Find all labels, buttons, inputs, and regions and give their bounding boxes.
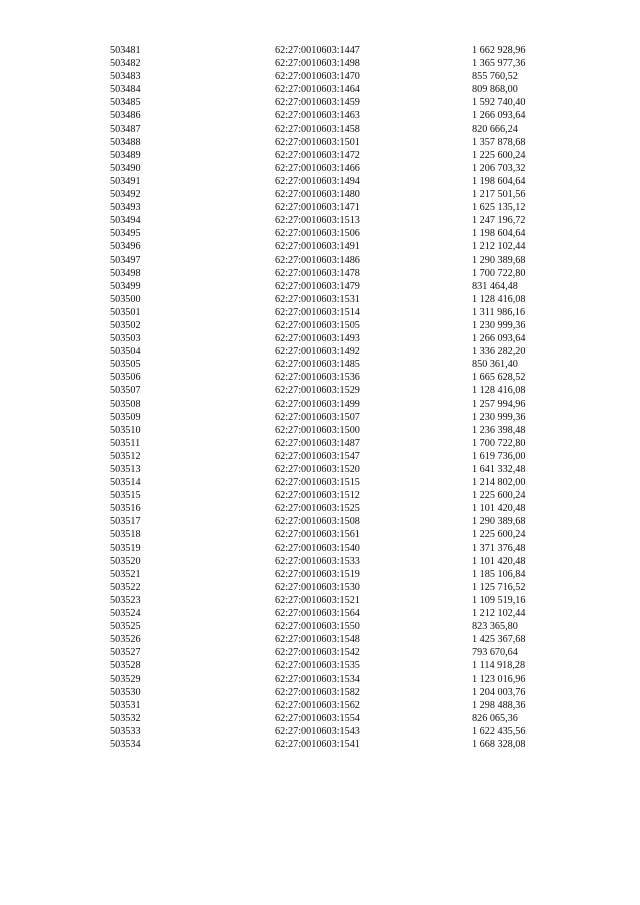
table-row [0, 712, 640, 725]
row-number: 503506 [110, 372, 141, 384]
cadastral-number: 62:27:0010603:1472 [275, 149, 360, 161]
table-row [0, 280, 640, 293]
table-row [0, 371, 640, 384]
cadastral-number: 62:27:0010603:1478 [275, 267, 360, 279]
cadastral-number: 62:27:0010603:1562 [275, 699, 360, 711]
cadastral-number: 62:27:0010603:1492 [275, 346, 360, 358]
cadastral-number: 62:27:0010603:1459 [275, 97, 360, 109]
cadastral-value: 1 298 488,36 [472, 699, 526, 711]
cadastral-number: 62:27:0010603:1480 [275, 189, 360, 201]
cadastral-number: 62:27:0010603:1515 [275, 477, 360, 489]
cadastral-number: 62:27:0010603:1499 [275, 398, 360, 410]
row-number: 503533 [110, 725, 141, 737]
cadastral-number: 62:27:0010603:1519 [275, 568, 360, 580]
table-row [0, 44, 640, 57]
table-row [0, 607, 640, 620]
cadastral-value: 1 257 994,96 [472, 398, 526, 410]
row-number: 503498 [110, 267, 141, 279]
cadastral-value: 1 225 600,24 [472, 149, 526, 161]
row-number: 503487 [110, 123, 141, 135]
cadastral-number: 62:27:0010603:1530 [275, 581, 360, 593]
table-row [0, 96, 640, 109]
table-row [0, 725, 640, 738]
cadastral-value: 1 311 986,16 [472, 306, 526, 318]
cadastral-number: 62:27:0010603:1521 [275, 594, 360, 606]
cadastral-value: 1 641 332,48 [472, 464, 526, 475]
cadastral-number: 62:27:0010603:1513 [275, 215, 360, 227]
table-row [0, 542, 640, 555]
cadastral-number: 62:27:0010603:1533 [275, 555, 360, 567]
row-number: 503512 [110, 450, 141, 462]
cadastral-number: 62:27:0010603:1494 [275, 175, 360, 187]
row-number: 503484 [110, 84, 141, 96]
cadastral-number: 62:27:0010603:1514 [275, 306, 360, 318]
table-row [0, 450, 640, 463]
cadastral-number: 62:27:0010603:1550 [275, 621, 360, 633]
row-number: 503489 [110, 149, 141, 161]
row-number: 503508 [110, 398, 141, 410]
cadastral-value: 1 592 740,40 [472, 97, 526, 109]
cadastral-number: 62:27:0010603:1548 [275, 634, 360, 646]
row-number: 503517 [110, 516, 141, 528]
cadastral-number: 62:27:0010603:1541 [275, 738, 360, 750]
cadastral-value: 1 212 102,44 [472, 608, 526, 620]
cadastral-value: 1 128 416,08 [472, 385, 526, 397]
cadastral-value: 1 266 093,64 [472, 333, 526, 345]
cadastral-number: 62:27:0010603:1498 [275, 58, 360, 70]
cadastral-number: 62:27:0010603:1547 [275, 450, 360, 462]
cadastral-value: 1 206 703,32 [472, 162, 526, 174]
row-number: 503520 [110, 555, 141, 567]
row-number: 503514 [110, 477, 141, 489]
cadastral-number: 62:27:0010603:1486 [275, 254, 360, 266]
cadastral-number: 62:27:0010603:1447 [275, 45, 360, 56]
table-row [0, 83, 640, 96]
cadastral-value: 1 101 420,48 [472, 503, 526, 515]
cadastral-number: 62:27:0010603:1543 [275, 725, 360, 737]
cadastral-value: 1 236 398,48 [472, 424, 526, 436]
cadastral-value: 1 668 328,08 [472, 738, 526, 750]
row-number: 503488 [110, 136, 141, 148]
table-row [0, 162, 640, 175]
cadastral-number: 62:27:0010603:1529 [275, 385, 360, 397]
row-number: 503495 [110, 228, 141, 240]
table-row [0, 293, 640, 306]
row-number: 503534 [110, 738, 141, 750]
cadastral-value: 1 619 736,00 [472, 450, 526, 462]
table-row [0, 555, 640, 568]
table-row [0, 227, 640, 240]
cadastral-value: 1 247 196,72 [472, 215, 526, 227]
row-number: 503527 [110, 647, 141, 659]
row-number: 503492 [110, 189, 141, 201]
cadastral-value: 850 361,40 [472, 359, 518, 371]
cadastral-number: 62:27:0010603:1506 [275, 228, 360, 240]
cadastral-number: 62:27:0010603:1525 [275, 503, 360, 515]
cadastral-value: 1 109 519,16 [472, 594, 526, 606]
cadastral-number: 62:27:0010603:1535 [275, 660, 360, 672]
data-table [0, 44, 640, 751]
cadastral-value: 1 217 501,56 [472, 189, 526, 201]
row-number: 503507 [110, 385, 141, 397]
row-number: 503521 [110, 568, 141, 580]
cadastral-value: 1 662 928,96 [472, 45, 526, 56]
cadastral-value: 1 230 999,36 [472, 319, 526, 331]
row-number: 503515 [110, 490, 141, 502]
table-row [0, 646, 640, 659]
table-row [0, 659, 640, 672]
cadastral-number: 62:27:0010603:1582 [275, 686, 360, 698]
row-number: 503486 [110, 110, 141, 122]
table-row [0, 332, 640, 345]
row-number: 503511 [110, 437, 141, 449]
row-number: 503504 [110, 346, 141, 358]
row-number: 503522 [110, 581, 141, 593]
cadastral-number: 62:27:0010603:1534 [275, 673, 360, 685]
table-row [0, 528, 640, 541]
cadastral-value: 1 198 604,64 [472, 228, 526, 240]
table-row [0, 57, 640, 70]
row-number: 503510 [110, 424, 141, 436]
cadastral-value: 1 290 389,68 [472, 516, 526, 528]
row-number: 503502 [110, 319, 141, 331]
cadastral-value: 831 464,48 [472, 280, 518, 292]
cadastral-value: 1 266 093,64 [472, 110, 526, 122]
row-number: 503501 [110, 306, 141, 318]
cadastral-value: 1 357 878,68 [472, 136, 526, 148]
cadastral-number: 62:27:0010603:1463 [275, 110, 360, 122]
cadastral-number: 62:27:0010603:1507 [275, 411, 360, 423]
cadastral-value: 1 125 716,52 [472, 581, 526, 593]
cadastral-value: 1 365 977,36 [472, 58, 526, 70]
table-row [0, 686, 640, 699]
table-row [0, 123, 640, 136]
table-row [0, 594, 640, 607]
cadastral-number: 62:27:0010603:1564 [275, 608, 360, 620]
cadastral-number: 62:27:0010603:1531 [275, 293, 360, 305]
cadastral-number: 62:27:0010603:1542 [275, 647, 360, 659]
row-number: 503530 [110, 686, 141, 698]
row-number: 503482 [110, 58, 141, 70]
cadastral-value: 1 212 102,44 [472, 241, 526, 253]
cadastral-number: 62:27:0010603:1466 [275, 162, 360, 174]
cadastral-value: 1 185 106,84 [472, 568, 526, 580]
cadastral-number: 62:27:0010603:1520 [275, 464, 360, 475]
cadastral-value: 1 230 999,36 [472, 411, 526, 423]
table-row [0, 358, 640, 371]
cadastral-number: 62:27:0010603:1479 [275, 280, 360, 292]
table-row [0, 620, 640, 633]
cadastral-number: 62:27:0010603:1540 [275, 542, 360, 554]
table-row [0, 240, 640, 253]
table-row [0, 437, 640, 450]
table-row [0, 109, 640, 122]
table-row [0, 306, 640, 319]
cadastral-number: 62:27:0010603:1505 [275, 319, 360, 331]
row-number: 503532 [110, 712, 141, 724]
row-number: 503503 [110, 333, 141, 345]
cadastral-value: 1 700 722,80 [472, 437, 526, 449]
cadastral-value: 1 225 600,24 [472, 529, 526, 541]
table-row [0, 568, 640, 581]
table-row [0, 319, 640, 332]
cadastral-value: 1 290 389,68 [472, 254, 526, 266]
cadastral-number: 62:27:0010603:1508 [275, 516, 360, 528]
cadastral-number: 62:27:0010603:1485 [275, 359, 360, 371]
cadastral-value: 1 336 282,20 [472, 346, 526, 358]
cadastral-value: 1 225 600,24 [472, 490, 526, 502]
cadastral-value: 1 622 435,56 [472, 725, 526, 737]
row-number: 503481 [110, 45, 141, 56]
table-row [0, 489, 640, 502]
table-row [0, 254, 640, 267]
table-row [0, 188, 640, 201]
table-row [0, 515, 640, 528]
cadastral-number: 62:27:0010603:1471 [275, 202, 360, 214]
row-number: 503490 [110, 162, 141, 174]
row-number: 503505 [110, 359, 141, 371]
cadastral-value: 1 114 918,28 [472, 660, 526, 672]
cadastral-value: 823 365,80 [472, 621, 518, 633]
table-row [0, 214, 640, 227]
table-row [0, 149, 640, 162]
cadastral-value: 1 665 628,52 [472, 372, 526, 384]
table-row [0, 267, 640, 280]
cadastral-value: 1 625 135,12 [472, 202, 526, 214]
row-number: 503509 [110, 411, 141, 423]
cadastral-value: 1 425 367,68 [472, 634, 526, 646]
cadastral-value: 1 700 722,80 [472, 267, 526, 279]
row-number: 503523 [110, 594, 141, 606]
cadastral-value: 1 101 420,48 [472, 555, 526, 567]
cadastral-number: 62:27:0010603:1561 [275, 529, 360, 541]
row-number: 503525 [110, 621, 141, 633]
table-row [0, 384, 640, 397]
row-number: 503494 [110, 215, 141, 227]
cadastral-number: 62:27:0010603:1491 [275, 241, 360, 253]
row-number: 503519 [110, 542, 141, 554]
table-row [0, 738, 640, 751]
cadastral-value: 1 371 376,48 [472, 542, 526, 554]
cadastral-value: 809 868,00 [472, 84, 518, 96]
cadastral-value: 855 760,52 [472, 71, 518, 83]
row-number: 503516 [110, 503, 141, 515]
table-row [0, 201, 640, 214]
cadastral-number: 62:27:0010603:1493 [275, 333, 360, 345]
cadastral-value: 1 214 802,00 [472, 477, 526, 489]
table-row [0, 633, 640, 646]
cadastral-number: 62:27:0010603:1458 [275, 123, 360, 135]
table-row [0, 424, 640, 437]
cadastral-value: 1 198 604,64 [472, 175, 526, 187]
row-number: 503528 [110, 660, 141, 672]
cadastral-number: 62:27:0010603:1554 [275, 712, 360, 724]
cadastral-number: 62:27:0010603:1487 [275, 437, 360, 449]
row-number: 503526 [110, 634, 141, 646]
row-number: 503491 [110, 175, 141, 187]
row-number: 503529 [110, 673, 141, 685]
table-row [0, 136, 640, 149]
row-number: 503513 [110, 464, 141, 475]
cadastral-value: 793 670,64 [472, 647, 518, 659]
table-row [0, 175, 640, 188]
row-number: 503524 [110, 608, 141, 620]
row-number: 503493 [110, 202, 141, 214]
table-row [0, 502, 640, 515]
cadastral-value: 820 666,24 [472, 123, 518, 135]
cadastral-number: 62:27:0010603:1512 [275, 490, 360, 502]
cadastral-value: 826 065,36 [472, 712, 518, 724]
table-row [0, 398, 640, 411]
cadastral-value: 1 204 003,76 [472, 686, 526, 698]
cadastral-number: 62:27:0010603:1501 [275, 136, 360, 148]
table-row [0, 476, 640, 489]
table-row [0, 673, 640, 686]
cadastral-value: 1 128 416,08 [472, 293, 526, 305]
cadastral-value: 1 123 016,96 [472, 673, 526, 685]
table-row [0, 699, 640, 712]
row-number: 503531 [110, 699, 141, 711]
cadastral-number: 62:27:0010603:1536 [275, 372, 360, 384]
row-number: 503497 [110, 254, 141, 266]
table-row [0, 345, 640, 358]
table-row [0, 463, 640, 476]
row-number: 503496 [110, 241, 141, 253]
table-row [0, 70, 640, 83]
table-row [0, 581, 640, 594]
row-number: 503483 [110, 71, 141, 83]
row-number: 503518 [110, 529, 141, 541]
row-number: 503485 [110, 97, 141, 109]
table-row [0, 411, 640, 424]
row-number: 503500 [110, 293, 141, 305]
cadastral-number: 62:27:0010603:1470 [275, 71, 360, 83]
cadastral-number: 62:27:0010603:1464 [275, 84, 360, 96]
row-number: 503499 [110, 280, 141, 292]
cadastral-number: 62:27:0010603:1500 [275, 424, 360, 436]
